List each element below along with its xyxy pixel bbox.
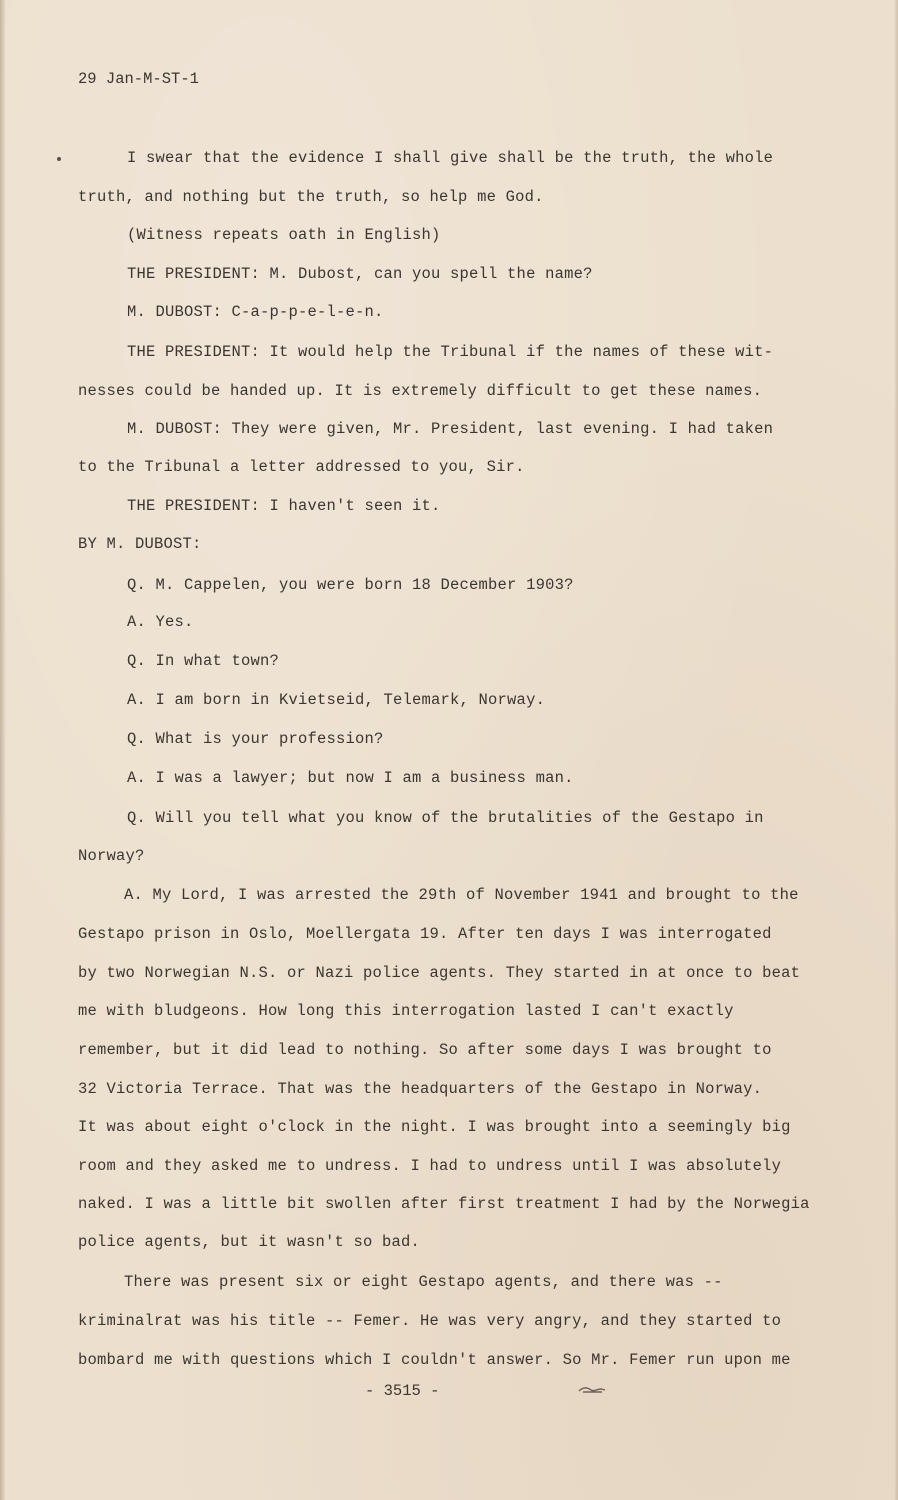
transcript-line: A. I was a lawyer; but now I am a business man. [127,769,574,787]
transcript-line: police agents, but it wasn't so bad. [78,1233,421,1251]
transcript-line: A. Yes. [127,613,194,631]
page-right-edge [894,0,898,1500]
transcript-line: A. My Lord, I was arrested the 29th of November 1941 and brought to the [124,886,799,904]
page-left-edge [0,0,6,1500]
transcript-line: Q. Will you tell what you know of the brutalities of the Gestapo in [127,809,764,827]
transcript-line: Q. What is your profession? [127,730,384,748]
transcript-line: Gestapo prison in Oslo, Moellergata 19. After ten days I was interrogated [78,925,772,943]
transcript-line: It was about eight o'clock in the night. I was brought into a seemingly big [78,1118,791,1136]
transcript-line: M. DUBOST: They were given, Mr. President, last evening. I had taken [127,420,774,438]
transcript-line: A. I am born in Kvietseid, Telemark, Norway. [127,691,546,709]
transcript-line: There was present six or eight Gestapo agents, and there was -- [124,1273,723,1291]
transcript-line: (Witness repeats oath in English) [127,226,441,244]
transcript-line: THE PRESIDENT: It would help the Tribunal if the names of these wit- [127,343,774,361]
transcript-line: Q. In what town? [127,652,280,670]
transcript-line: truth, and nothing but the truth, so help me God. [78,188,544,206]
transcript-line: THE PRESIDENT: M. Dubost, can you spell the name? [127,265,593,283]
transcript-line: THE PRESIDENT: I haven't seen it. [127,497,441,515]
transcript-line: room and they asked me to undress. I had to undress until I was absolutely [78,1157,782,1175]
transcript-line: Q. M. Cappelen, you were born 18 December 1903? [127,576,574,594]
transcript-line: 32 Victoria Terrace. That was the headquarters of the Gestapo in Norway. [78,1080,763,1098]
transcript-line: by two Norwegian N.S. or Nazi police agents. They started in at once to beat [78,964,801,982]
transcript-line: M. DUBOST: C-a-p-p-e-l-e-n. [127,303,384,321]
transcript-line: nesses could be handed up. It is extremely difficult to get these names. [78,382,763,400]
transcript-line: naked. I was a little bit swollen after first treatment I had by the Norwegia [78,1195,810,1213]
stamp-mark-icon [577,1384,607,1396]
page-number: - 3515 - [365,1382,440,1400]
transcript-line: I swear that the evidence I shall give shall be the truth, the whole [127,149,774,167]
transcript-line: Norway? [78,847,145,865]
transcript-line: bombard me with questions which I couldn't answer. So Mr. Femer run upon me [78,1351,791,1369]
transcript-line: BY M. DUBOST: [78,535,202,553]
transcript-line: remember, but it did lead to nothing. So after some days I was brought to [78,1041,772,1059]
transcript-line: kriminalrat was his title -- Femer. He was very angry, and they started to [78,1312,782,1330]
transcript-line: me with bludgeons. How long this interrogation lasted I can't exactly [78,1002,734,1020]
margin-dot-mark [57,157,61,161]
transcript-line: to the Tribunal a letter addressed to you, Sir. [78,458,525,476]
page-header-reference: 29 Jan-M-ST-1 [78,70,199,88]
